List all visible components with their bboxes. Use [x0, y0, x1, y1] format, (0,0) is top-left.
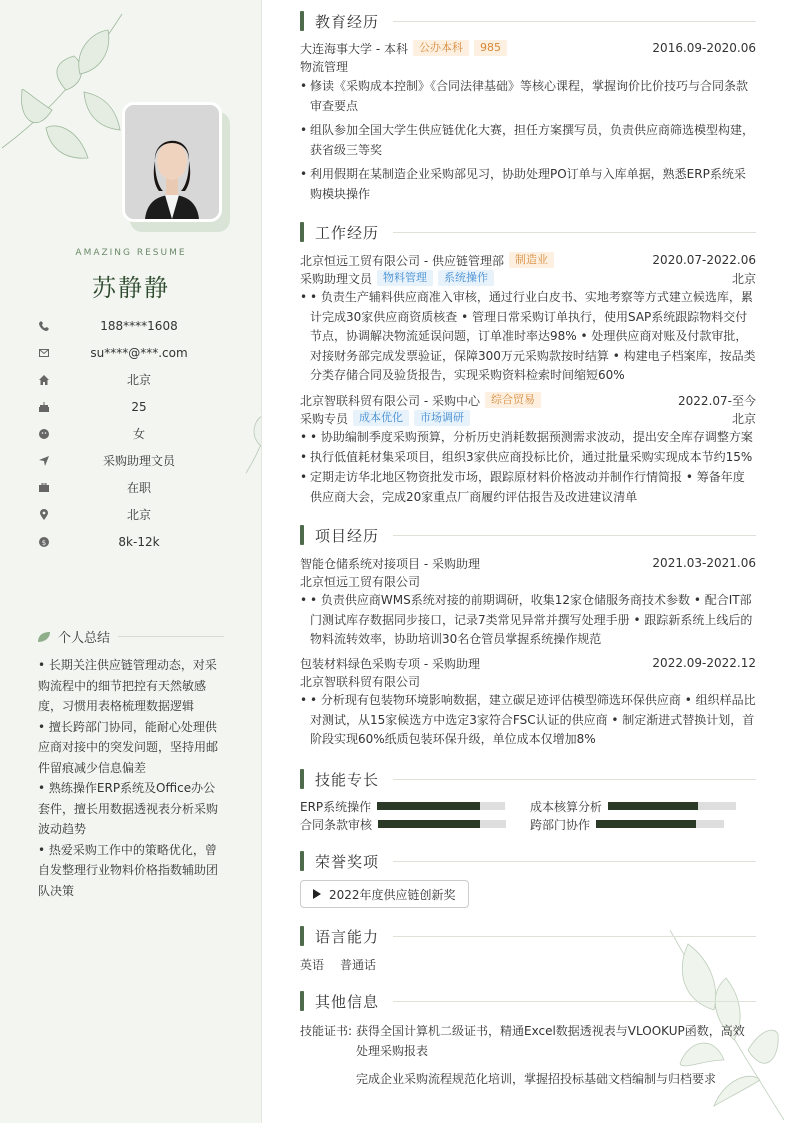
phone-number: 188****1608 — [100, 318, 178, 333]
info-position — [38, 447, 228, 474]
skill-bar — [596, 820, 724, 828]
email-address: su****@***.com — [90, 345, 188, 360]
home-city: 北京 — [126, 373, 151, 387]
avatar — [122, 102, 222, 222]
work-row — [300, 391, 756, 409]
info-home — [38, 366, 228, 393]
school-name: 大连海事大学 - 本科 — [300, 41, 408, 56]
leaf-icon — [38, 632, 50, 642]
company-name: 北京智联科贸有限公司 - 采购中心 — [300, 393, 480, 408]
small-leaf-icon — [242, 368, 262, 478]
language-item: 普通话 — [340, 958, 377, 972]
work-bullet: • 执行低值耗材集采项目，组织3家供应商投标比价，通过批量采购实现成本节约15% — [300, 448, 756, 468]
briefcase-icon — [38, 482, 50, 494]
skill-bar — [378, 820, 506, 828]
skill-item — [300, 816, 506, 832]
resume-tagline: AMAZING RESUME — [75, 248, 187, 258]
education-date: 2016.09-2020.06 — [652, 41, 756, 55]
summary-item: • 热爱采购工作中的策略优化，曾自发整理行业物料价格指数辅助团队决策 — [38, 842, 219, 898]
skills-section-header — [300, 769, 756, 789]
project-bullet: • • 负责供应商WMS系统对接的前期调研，收集12家仓储服务商技术参数 • 配合IT部门测试库存数据同步接口，记录7类常见异常并撰写处理手册 • 跟踪新系统上线后的物料流转效率，协助培训30名仓管员掌握系统操作规范 — [300, 591, 756, 650]
project-bullet: • • 分析现有包装物环境影响数据，建立碳足迹评估模型筛选环保供应商 • 组织样品比对测试，从15家候选方中选定3家符合FSC认证的供应商 • 制定渐进式替换计划，首阶段实现60%纸质包装环保升级，单位成本仅增加8% — [300, 691, 756, 750]
skill-name: 合同条款审核 — [300, 817, 373, 832]
project-row — [300, 654, 756, 672]
certificates-row — [300, 1021, 756, 1089]
award-badge — [300, 880, 469, 908]
other-section-header — [300, 991, 756, 1011]
role-tag: 成本优化 — [353, 410, 409, 426]
company-name: 北京恒远工贸有限公司 - 供应链管理部 — [300, 253, 504, 268]
skill-bar — [377, 802, 505, 810]
skill-item — [300, 798, 505, 814]
major: 物流管理 — [300, 60, 349, 74]
salary-icon — [38, 536, 50, 548]
skill-name: ERP系统操作 — [300, 799, 372, 814]
work-city: 北京 — [731, 271, 756, 286]
gender: 女 — [132, 427, 145, 441]
certificate-item: 完成企业采购流程规范化培训，掌握招投标基础文档编制与归档要求 — [356, 1072, 717, 1086]
school-tag: 公办本科 — [413, 40, 469, 56]
play-icon — [313, 889, 321, 899]
work-section-header — [300, 222, 756, 242]
project-date: 2021.03-2021.06 — [652, 556, 756, 570]
cake-icon — [38, 401, 50, 413]
work-role-row — [300, 269, 756, 287]
education-row — [300, 39, 756, 57]
education-bullet: • 组队参加全国大学生供应链优化大赛，担任方案撰写员，负责供应商筛选模型构建，获省级三等奖 — [300, 121, 756, 160]
age: 25 — [131, 399, 147, 414]
info-age — [38, 393, 228, 420]
summary-item: • 熟练操作ERP系统及Office办公套件，擅长用数据透视表分析采购波动趋势 — [38, 781, 219, 836]
sidebar — [0, 0, 262, 1123]
industry-tag: 综合贸易 — [485, 392, 541, 408]
section-title: 荣誉奖项 — [315, 852, 380, 871]
info-salary — [38, 528, 228, 555]
work-date: 2022.07-至今 — [678, 393, 756, 408]
project-org: 北京智联科贸有限公司 — [300, 675, 421, 689]
work-bullet: • • 负责生产辅料供应商准入审核，通过行业白皮书、实地考察等方式建立候选库，累计完成30家供应商资质核查 • 管理日常采购订单执行，使用SAP系统跟踪物料交付节点，协调解决物流延误问题，订单准时率达98% • 处理供应商对账及付款审批，对接财务部完成发票验证，保障300万元采购款按时结算 • 构建电子档案库，按品类分类存储合同及验货报告，实现采购资料检索时间缩短60% — [300, 288, 756, 386]
skill-item — [530, 798, 736, 814]
section-title: 教育经历 — [315, 12, 380, 31]
contact-info-list — [38, 312, 228, 555]
work-row — [300, 251, 756, 269]
info-location — [38, 501, 228, 528]
role-tag: 市场调研 — [414, 410, 470, 426]
work-location: 北京 — [126, 508, 151, 522]
role-tag: 物料管理 — [377, 270, 433, 286]
skill-bar — [608, 802, 736, 810]
phone-icon — [38, 320, 50, 332]
project-org: 北京恒远工贸有限公司 — [300, 575, 421, 589]
language-item: 英语 — [300, 958, 325, 972]
language-section-header — [300, 926, 756, 946]
school-tag: 985 — [474, 40, 507, 56]
mail-icon — [38, 347, 50, 359]
target-position: 采购助理文员 — [102, 454, 175, 468]
skill-name: 跨部门协作 — [530, 817, 591, 832]
awards-section-header — [300, 851, 756, 871]
education-bullet: • 修读《采购成本控制》《合同法律基础》等核心课程，掌握询价比价技巧与合同条款审查要点 — [300, 77, 756, 116]
summary-heading — [38, 627, 224, 646]
work-city: 北京 — [731, 411, 756, 426]
section-title: 工作经历 — [315, 223, 380, 242]
role-tag: 系统操作 — [438, 270, 494, 286]
job-role: 采购专员 — [300, 411, 349, 426]
skill-name: 成本核算分析 — [530, 799, 603, 814]
candidate-name: 苏静静 — [92, 274, 170, 302]
section-title: 其他信息 — [315, 992, 380, 1011]
work-bullet: • 定期走访华北地区物资批发市场，跟踪原材料价格波动并制作行情简报 • 筹备年度供应商大会，完成20家重点厂商履约评估报告及改进建议清单 — [300, 468, 756, 507]
info-phone — [38, 312, 228, 339]
location-icon — [38, 509, 50, 521]
project-row — [300, 554, 756, 572]
education-section-header — [300, 11, 756, 31]
section-title: 技能专长 — [315, 770, 380, 789]
work-date: 2020.07-2022.06 — [652, 253, 756, 267]
home-icon — [38, 374, 50, 386]
section-title: 项目经历 — [315, 526, 380, 545]
summary-list — [38, 655, 222, 901]
industry-tag: 制造业 — [509, 252, 554, 268]
section-title: 语言能力 — [315, 927, 380, 946]
certificates-label: 技能证书: — [300, 1024, 353, 1038]
work-bullet: • • 协助编制季度采购预算，分析历史消耗数据预测需求波动，提出安全库存调整方案 — [300, 428, 756, 448]
project-date: 2022.09-2022.12 — [652, 656, 756, 670]
info-gender — [38, 420, 228, 447]
skill-item — [530, 816, 724, 832]
language-list — [300, 956, 756, 973]
svg-text:$: $ — [41, 538, 47, 547]
info-email — [38, 339, 228, 366]
education-bullet: • 利用假期在某制造企业采购部见习，协助处理PO订单与入库单据，熟悉ERP系统采购模块操作 — [300, 165, 756, 204]
employment-status: 在职 — [126, 481, 151, 495]
project-title: 包装材料绿色采购专项 - 采购助理 — [300, 656, 480, 671]
expected-salary: 8k-12k — [118, 534, 160, 549]
summary-item: • 长期关注供应链管理动态，对采购流程中的细节把控有天然敏感度，习惯用表格梳理数据逻辑 — [38, 658, 217, 713]
info-status — [38, 474, 228, 501]
project-section-header — [300, 525, 756, 545]
portrait-icon — [125, 105, 219, 219]
project-title: 智能仓储系统对接项目 - 采购助理 — [300, 556, 480, 571]
award-name: 2022年度供应链创新奖 — [329, 887, 456, 902]
gender-icon — [38, 428, 50, 440]
job-role: 采购助理文员 — [300, 271, 373, 286]
certificate-item: 获得全国计算机二级证书，精通Excel数据透视表与VLOOKUP函数，高效处理采购报表 — [356, 1024, 745, 1058]
summary-title: 个人总结 — [58, 631, 111, 646]
work-role-row — [300, 409, 756, 427]
send-icon — [38, 455, 50, 467]
summary-item: • 擅长跨部门协同，能耐心处理供应商对接中的突发问题，坚持用邮件留痕减少信息偏差 — [38, 719, 219, 775]
